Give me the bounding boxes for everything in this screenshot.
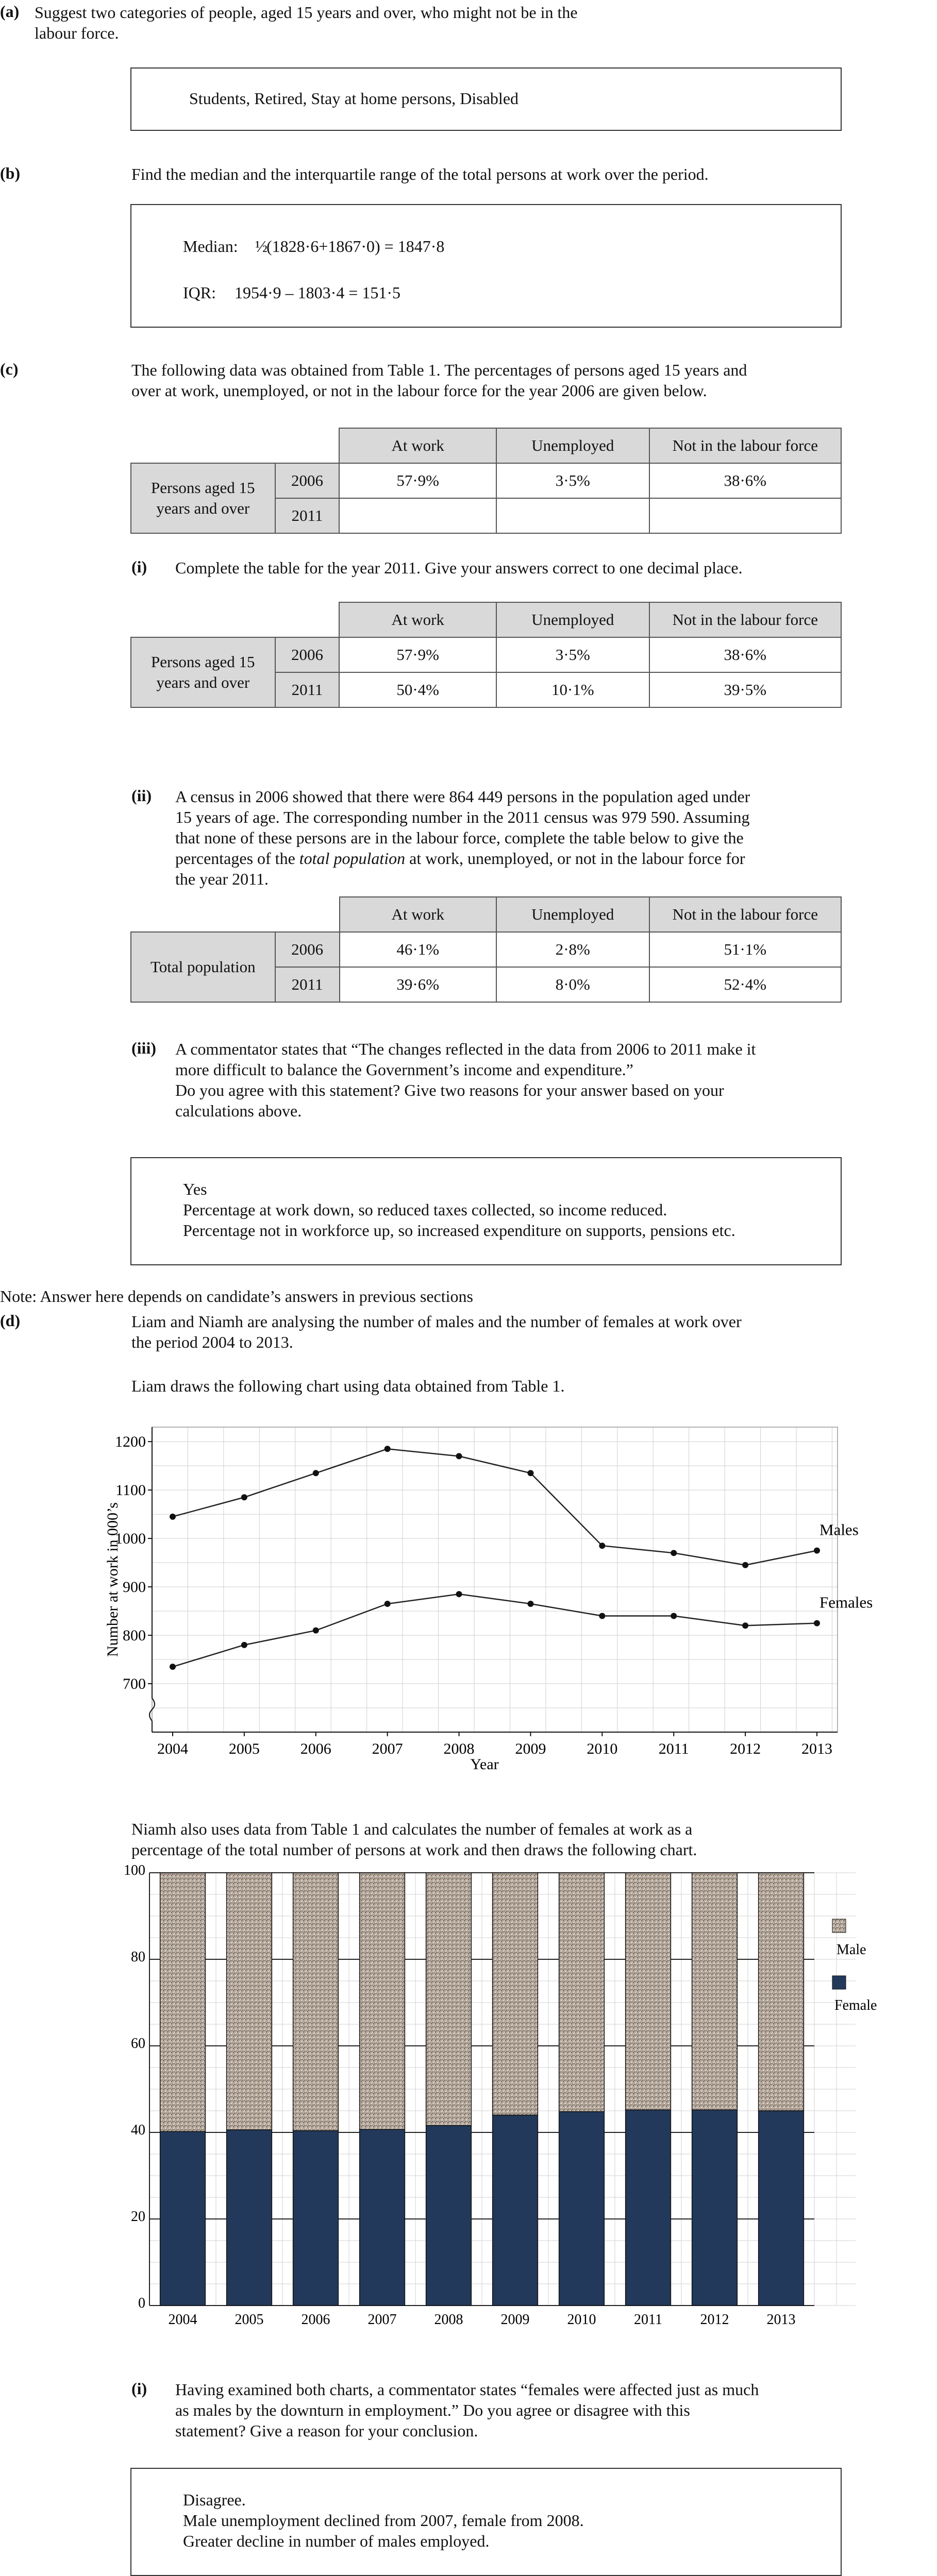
row-label-persons: Persons aged 15 years and over: [131, 637, 275, 707]
bar-male-2005: [227, 1873, 272, 2130]
cell-at-work-2011[interactable]: [339, 498, 496, 533]
part-c-iii-label: (iii): [131, 1039, 156, 1057]
part-c-label: (c): [0, 360, 19, 378]
data-point-males: [814, 1548, 820, 1554]
x-tick-label: 2013: [766, 2312, 796, 2328]
year-2011: 2011: [275, 498, 340, 533]
legend-label-female: Female: [834, 1997, 877, 2013]
part-a-answer: Students, Retired, Stay at home persons, Disabled: [189, 89, 519, 108]
bar-male-2008: [426, 1873, 472, 2126]
year-2006: 2006: [275, 637, 340, 672]
line-chart-axes: [148, 1427, 838, 1736]
bar-male-2004: [160, 1873, 206, 2131]
data-point-males: [170, 1514, 176, 1520]
data-point-females: [456, 1591, 462, 1597]
answer-yes: Yes: [183, 1180, 207, 1198]
part-a-label: (a): [0, 2, 20, 21]
x-tick-label: 2010: [567, 2312, 596, 2328]
x-tick-label: 2013: [801, 1740, 832, 1757]
x-tick-label: 2012: [730, 1740, 761, 1757]
cell-unemployed-2011[interactable]: [496, 498, 649, 533]
part-c-i-label: (i): [131, 557, 147, 576]
x-tick-label: 2008: [434, 2312, 463, 2328]
bar-female-2005: [227, 2130, 272, 2306]
header-unemployed: Unemployed: [496, 897, 649, 932]
x-tick-label: 2011: [658, 1740, 689, 1757]
bar-male-2010: [559, 1873, 605, 2112]
cell-at-work-2011: 39·6%: [340, 967, 496, 1002]
answer-disagree: Disagree.: [183, 2490, 246, 2509]
header-not-in-labour-force: Not in the labour force: [649, 428, 841, 463]
data-point-males: [527, 1470, 533, 1476]
data-point-females: [671, 1613, 677, 1619]
data-point-males: [671, 1550, 677, 1556]
x-tick-label: 2009: [500, 2312, 530, 2328]
liam-line-chart: [103, 1417, 873, 1773]
y-tick-label: 20: [131, 2209, 145, 2225]
niamh-stacked-bar-chart: [113, 1862, 877, 2352]
header-not-in-labour-force: Not in the labour force: [649, 897, 841, 932]
x-tick-label: 2007: [367, 2312, 397, 2328]
y-tick-label: 700: [123, 1675, 146, 1693]
x-tick-label: 2005: [235, 2312, 264, 2328]
part-d-i-label: (i): [131, 2379, 147, 2398]
legend-swatch-male: [832, 1919, 846, 1933]
line-chart-grid: [152, 1427, 838, 1732]
iqr-expression: 1954·9 – 1803·4 = 151·5: [235, 283, 401, 302]
data-point-males: [599, 1543, 605, 1549]
line-chart-labels: [104, 1433, 873, 1773]
y-tick-label: 80: [131, 1949, 145, 1965]
part-c-ii-line3: that none of these persons are in the labour force, complete the table below to give the: [175, 828, 744, 847]
bar-female-2007: [360, 2129, 405, 2306]
header-unemployed: Unemployed: [496, 602, 649, 637]
part-c-ii-line4: percentages of the total population at work, unemployed, or not in the labour force for: [175, 849, 745, 868]
part-c-ii-label: (ii): [131, 786, 152, 805]
part-c-iii-line2: more difficult to balance the Government’s income and expenditure.”: [175, 1060, 633, 1079]
series-line-females: [173, 1594, 817, 1667]
part-b-answer-box: [130, 204, 842, 328]
answer-reason-2: Greater decline in number of males employed.: [183, 2532, 490, 2550]
cell-unemployed-2011: 8·0%: [496, 967, 649, 1002]
cell-unemployed-2011: 10·1%: [496, 672, 649, 707]
data-point-males: [241, 1494, 247, 1500]
table-2006-2011-blank: [130, 428, 842, 534]
series-line-males: [173, 1449, 817, 1565]
y-tick-label: 1000: [115, 1530, 146, 1548]
data-point-females: [742, 1622, 748, 1629]
bar-male-2009: [493, 1873, 538, 2115]
y-tick-label: 1200: [115, 1433, 146, 1451]
data-point-females: [384, 1601, 391, 1607]
y-tick-label: 60: [131, 2036, 145, 2052]
bar-male-2012: [692, 1873, 738, 2110]
part-c-question-line2: over at work, unemployed, or not in the labour force for the year 2006 are given below.: [131, 381, 707, 400]
row-label-persons: Persons aged 15 years and over: [131, 463, 275, 533]
bar-female-2013: [759, 2111, 804, 2306]
year-2011: 2011: [275, 672, 340, 707]
answer-reason-2: Percentage not in workforce up, so increased expenditure on supports, pensions etc.: [183, 1221, 735, 1240]
year-2006: 2006: [275, 932, 340, 967]
data-point-females: [814, 1620, 820, 1626]
part-a-question-line1: Suggest two categories of people, aged 15 years and over, who might not be in the: [35, 3, 578, 22]
y-tick-label: 800: [123, 1627, 146, 1645]
median-fraction: ½: [255, 237, 267, 256]
part-a-answer-box: [130, 67, 842, 131]
part-b-label: (b): [0, 164, 21, 182]
x-tick-label: 2006: [301, 2312, 330, 2328]
bar-female-2011: [626, 2110, 671, 2306]
part-c-iii-line4: calculations above.: [175, 1101, 302, 1120]
x-tick-label: 2004: [157, 1740, 188, 1757]
line-chart-series: [170, 1446, 820, 1670]
y-tick-label: 40: [131, 2122, 145, 2138]
legend-label-male: Male: [836, 1942, 866, 1958]
x-tick-label: 2008: [443, 1740, 475, 1757]
cell-at-work-2011: 50·4%: [339, 672, 496, 707]
row-label-total-population: Total population: [131, 932, 275, 1002]
iqr-label: IQR:: [183, 283, 216, 302]
part-d-line1: Liam and Niamh are analysing the number of males and the number of females at work over: [131, 1312, 742, 1331]
part-b-question: Find the median and the interquartile range of the total persons at work over the period.: [131, 165, 709, 183]
data-point-females: [313, 1628, 319, 1634]
bar-male-2011: [626, 1873, 671, 2110]
part-d-i-line2: as males by the downturn in employment.” Do you agree or disagree with this: [175, 2401, 690, 2419]
answer-reason-1: Male unemployment declined from 2007, female from 2008.: [183, 2511, 584, 2530]
bar-female-2006: [293, 2131, 339, 2306]
cell-at-work-2006: 57·9%: [339, 637, 496, 672]
y-axis-title: Number at work in 000’s: [104, 1502, 121, 1657]
part-d-i-answer-box: [130, 2468, 842, 2576]
series-label-females: Females: [819, 1593, 873, 1612]
part-d-i-line1: Having examined both charts, a commentator states “females were affected just as much: [175, 2380, 759, 2399]
data-point-males: [456, 1453, 462, 1459]
x-tick-label: 2006: [300, 1740, 331, 1757]
cell-unemployed-2006: 3·5%: [496, 637, 649, 672]
part-c-ii-line1: A census in 2006 showed that there were 864 449 persons in the population aged under: [175, 787, 750, 806]
legend-swatch-female: [832, 1976, 846, 1989]
x-tick-label: 2012: [700, 2312, 729, 2328]
header-at-work: At work: [339, 428, 496, 463]
x-tick-label: 2005: [228, 1740, 260, 1757]
part-c-iii-line1: A commentator states that “The changes reflected in the data from 2006 to 2011 make it: [175, 1040, 756, 1058]
data-point-females: [599, 1613, 605, 1619]
bar-female-2010: [559, 2112, 605, 2306]
header-at-work: At work: [339, 602, 496, 637]
part-d-label: (d): [0, 1311, 21, 1330]
y-tick-label: 0: [138, 2295, 145, 2311]
x-tick-label: 2007: [372, 1740, 403, 1757]
cell-not-in-lf-2011: 39·5%: [649, 672, 841, 707]
cell-not-in-lf-2006: 51·1%: [649, 932, 841, 967]
data-point-males: [384, 1446, 391, 1452]
part-c-ii-line5: the year 2011.: [175, 870, 269, 888]
part-c-ii-line2: 15 years of age. The corresponding number in the 2011 census was 979 590. Assuming: [175, 808, 750, 826]
x-tick-label: 2010: [587, 1740, 618, 1757]
bar-male-2013: [759, 1873, 804, 2111]
cell-at-work-2006: 57·9%: [339, 463, 496, 498]
niamh-intro-line2: percentage of the total number of persons at work and then draws the following chart.: [131, 1840, 697, 1859]
cell-not-in-lf-2011[interactable]: [649, 498, 841, 533]
y-tick-label: 1100: [115, 1482, 146, 1499]
year-2011: 2011: [275, 967, 340, 1002]
plot-frame: [152, 1427, 838, 1732]
part-c-i-question: Complete the table for the year 2011. Give your answers correct to one decimal place.: [175, 558, 743, 577]
part-d-line2: the period 2004 to 2013.: [131, 1333, 293, 1351]
data-point-females: [170, 1664, 176, 1670]
header-unemployed: Unemployed: [496, 428, 649, 463]
bar-female-2012: [692, 2110, 738, 2306]
data-point-males: [742, 1562, 748, 1568]
x-tick-label: 2011: [634, 2312, 662, 2328]
median-expression: (1828·6+1867·0) = 1847·8: [266, 237, 445, 256]
median-label: Median:: [183, 237, 238, 256]
y-tick-label: 900: [123, 1579, 146, 1596]
liam-intro: Liam draws the following chart using data obtained from Table 1.: [131, 1377, 565, 1395]
table-total-population: [130, 896, 842, 1003]
data-point-females: [527, 1601, 533, 1607]
cell-at-work-2006: 46·1%: [340, 932, 496, 967]
note-candidate-answers: Note: Answer here depends on candidate’s answers in previous sections: [0, 1287, 473, 1306]
part-d-i-line3: statement? Give a reason for your conclusion.: [175, 2421, 478, 2440]
header-at-work: At work: [340, 897, 496, 932]
x-tick-label: 2004: [168, 2312, 197, 2328]
table-2011-completed: [130, 602, 842, 708]
data-point-females: [241, 1642, 247, 1648]
cell-unemployed-2006: 3·5%: [496, 463, 649, 498]
year-2006: 2006: [275, 463, 340, 498]
bar-female-2009: [493, 2115, 538, 2306]
cell-not-in-lf-2011: 52·4%: [649, 967, 841, 1002]
niamh-intro-line1: Niamh also uses data from Table 1 and calculates the number of females at work as a: [131, 1820, 693, 1838]
x-axis-title: Year: [470, 1756, 499, 1773]
x-tick-label: 2009: [515, 1740, 546, 1757]
part-c-question-line1: The following data was obtained from Table 1. The percentages of persons aged 15 years and: [131, 361, 747, 379]
cell-unemployed-2006: 2·8%: [496, 932, 649, 967]
series-label-males: Males: [819, 1520, 859, 1539]
cell-not-in-lf-2006: 38·6%: [649, 463, 841, 498]
bar-male-2007: [360, 1873, 405, 2129]
header-not-in-labour-force: Not in the labour force: [649, 602, 841, 637]
part-a-question-line2: labour force.: [35, 24, 119, 42]
part-c-iii-line3: Do you agree with this statement? Give two reasons for your answer based on your: [175, 1081, 724, 1099]
bar-male-2006: [293, 1873, 339, 2131]
y-tick-label: 100: [124, 1862, 145, 1878]
data-point-males: [313, 1470, 319, 1476]
cell-not-in-lf-2006: 38·6%: [649, 637, 841, 672]
part-c-iii-answer-box: [130, 1157, 842, 1265]
answer-reason-1: Percentage at work down, so reduced taxes collected, so income reduced.: [183, 1200, 667, 1219]
bar-female-2004: [160, 2131, 206, 2306]
bar-female-2008: [426, 2126, 472, 2306]
